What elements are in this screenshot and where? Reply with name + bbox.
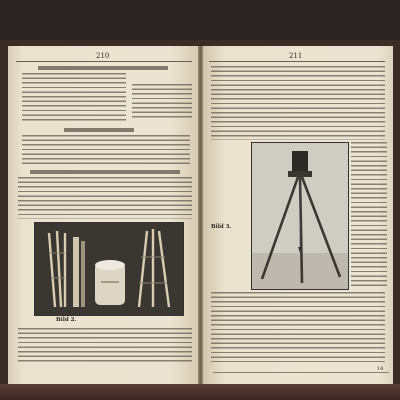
- right-page-number: 211: [289, 52, 303, 60]
- right-text-block-top: [211, 66, 385, 140]
- instruments-photo: [34, 222, 184, 316]
- right-page: [203, 46, 393, 384]
- left-figure-caption: Bild 2.: [56, 317, 77, 323]
- book-cover-edge: [0, 384, 400, 400]
- left-question-heading: [30, 170, 180, 174]
- left-header-rule: [16, 61, 192, 62]
- left-text-block-c: [22, 135, 190, 167]
- right-text-block-side: [351, 142, 387, 288]
- open-book: [0, 40, 400, 400]
- left-text-block-question: [18, 177, 192, 219]
- right-footer-page-number: 14: [377, 366, 384, 372]
- right-header-rule: [209, 61, 385, 62]
- left-section-heading-b: [38, 66, 168, 70]
- left-section-heading-c: [64, 128, 134, 132]
- left-page-number: 210: [96, 52, 110, 60]
- theodolite-photo: [251, 142, 349, 290]
- left-text-block-side: [132, 84, 192, 120]
- left-page: [8, 46, 198, 384]
- right-footer-rule: [213, 372, 389, 373]
- tripod-photo: [35, 223, 183, 315]
- right-text-block-bottom: [211, 292, 385, 362]
- left-text-block-bottom: [18, 328, 192, 364]
- theodolite-tripod-photo: [252, 143, 348, 289]
- right-figure-caption: Bild 3.: [211, 224, 232, 230]
- left-text-block-list: [22, 73, 126, 123]
